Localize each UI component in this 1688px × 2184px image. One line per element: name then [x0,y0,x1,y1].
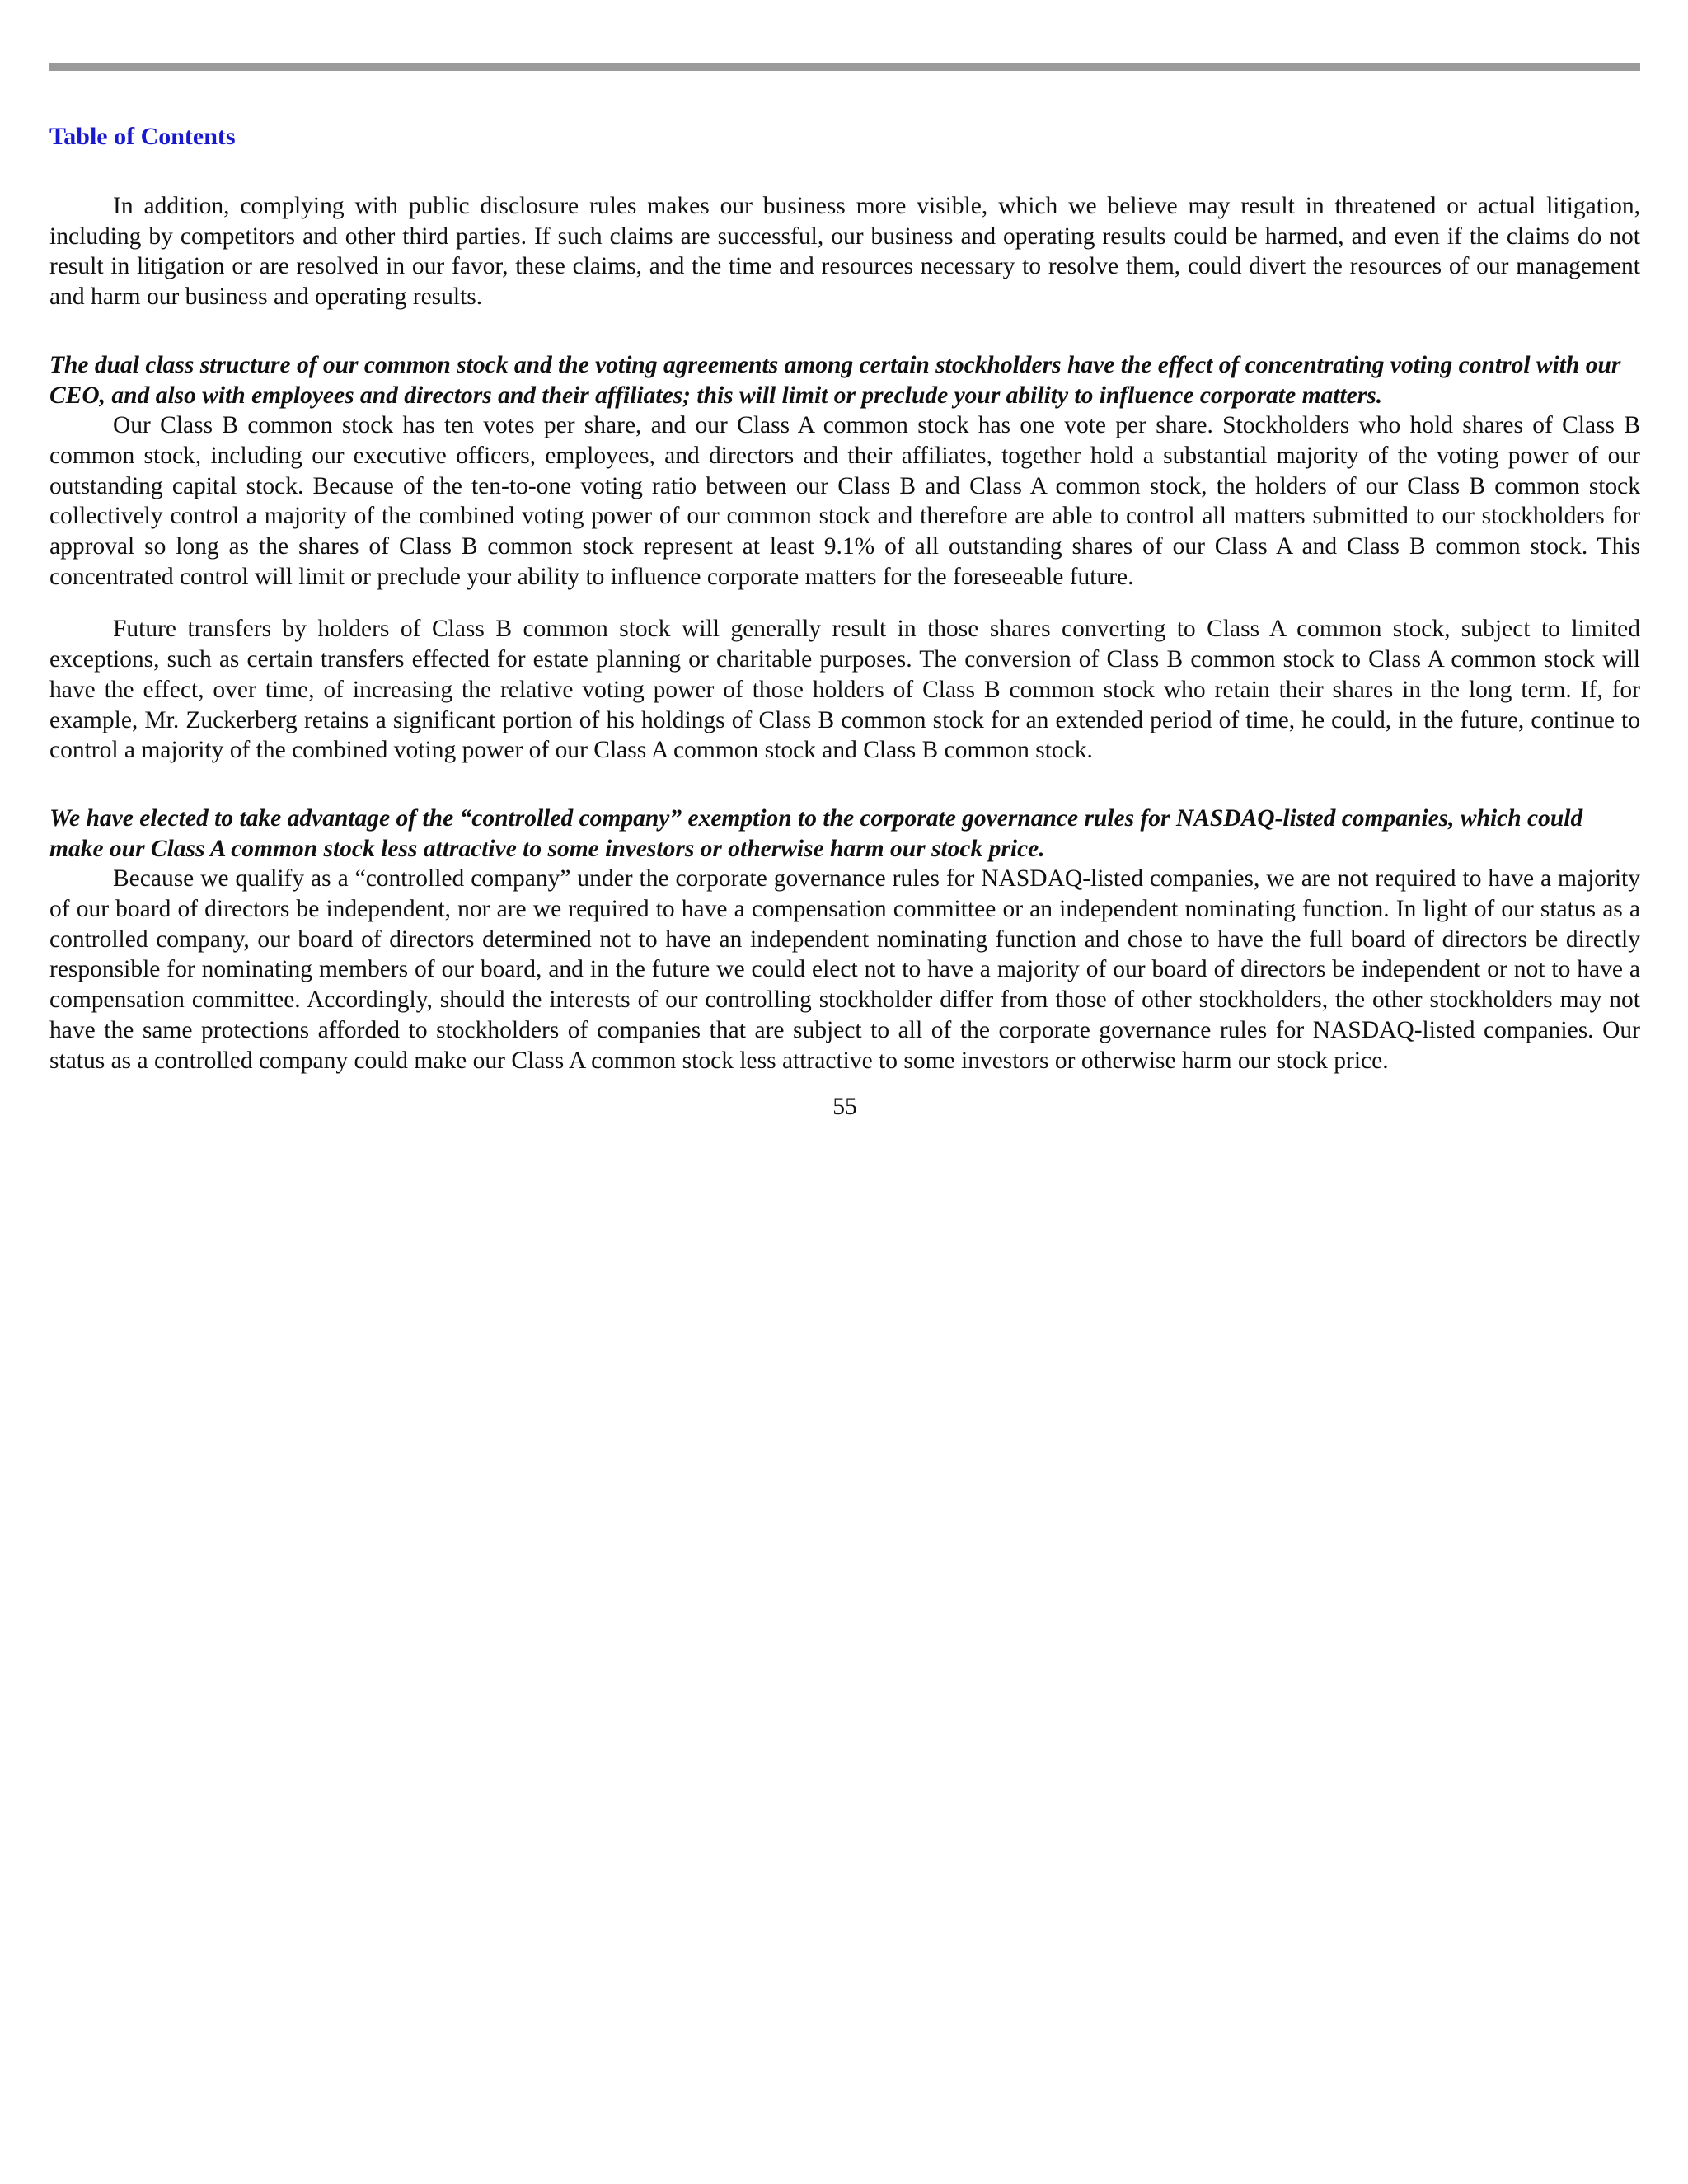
paragraph-disclosure-litigation: In addition, complying with public disclosure rules makes our business more visible, which we believe may result in threatened or actual litigation, including by competitors and other third parties. If such claims are successful, our business and operating results could be harmed, and even if the claims do not result in litigation or are resolved in our favor, these claims, and the time and resources necessary to resolve them, could divert the resources of our management and harm our business and operating results. [49,193,1640,311]
risk-heading-dual-class: The dual class structure of our common stock and the voting agreements among certain stockholders have the effect of concentrating voting control with our CEO, and also with employees and directors and their affiliates; this will limit or preclude your ability to influence corporate matters. [49,351,1621,409]
page-number: 55 [832,1094,857,1121]
paragraph-class-b-voting: Our Class B common stock has ten votes per share, and our Class A common stock has one vote per share. Stockholders who hold shares of Class B common stock, including our executive officers, employees, and directors and their affiliates, together hold a substantial majority of the voting power of our outstanding capital stock. Because of the ten-to-one voting ratio between our Class B and Class A common stock, the holders of our Class B common stock collectively control a majority of the combined voting power of our common stock and therefore are able to control all matters submitted to our stockholders for approval so long as the shares of Class B common stock represent at least 9.1% of all outstanding shares of our Class A and Class B common stock. This concentrated control will limit or preclude your ability to influence corporate matters for the foreseeable future. [49,412,1640,590]
table-of-contents-link[interactable]: Table of Contents [49,123,236,150]
paragraph-class-b-transfers: Future transfers by holders of Class B common stock will generally result in those shares converting to Class A common stock, subject to limited exceptions, such as certain transfers effected for estate planning or charitable purposes. The conversion of Class B common stock to Class A common stock will have the effect, over time, of increasing the relative voting power of those holders of Class B common stock who retain their shares in the long term. If, for example, Mr. Zuckerberg retains a significant portion of his holdings of Class B common stock for an extended period of time, he could, in the future, continue to control a majority of the combined voting power of our Class A common stock and Class B common stock. [49,616,1640,764]
document-body [49,191,1640,1122]
paragraph-controlled-company: Because we qualify as a “controlled company” under the corporate governance rules for NASDAQ-listed companies, we are not required to have a majority of our board of directors be independent, nor are we required to have a compensation committee or an independent nominating function. In light of our status as a controlled company, our board of directors determined not to have an independent nominating function and chose to have the full board of directors be directly responsible for nominating members of our board, and in the future we could elect not to have a majority of our board of directors be independent or not to have a compensation committee. Accordingly, should the interests of our controlling stockholder differ from those of other stockholders, the other stockholders may not have the same protections afforded to stockholders of companies that are subject to all of the corporate governance rules for NASDAQ-listed companies. Our status as a controlled company could make our Class A common stock less attractive to some investors or otherwise harm our stock price. [49,865,1640,1074]
header-rule [49,63,1640,71]
risk-heading-controlled-company: We have elected to take advantage of the “controlled company” exemption to the corporate governance rules for NASDAQ-listed companies, which could make our Class A common stock less attractive to some investors or otherwise harm our stock price. [49,804,1583,862]
